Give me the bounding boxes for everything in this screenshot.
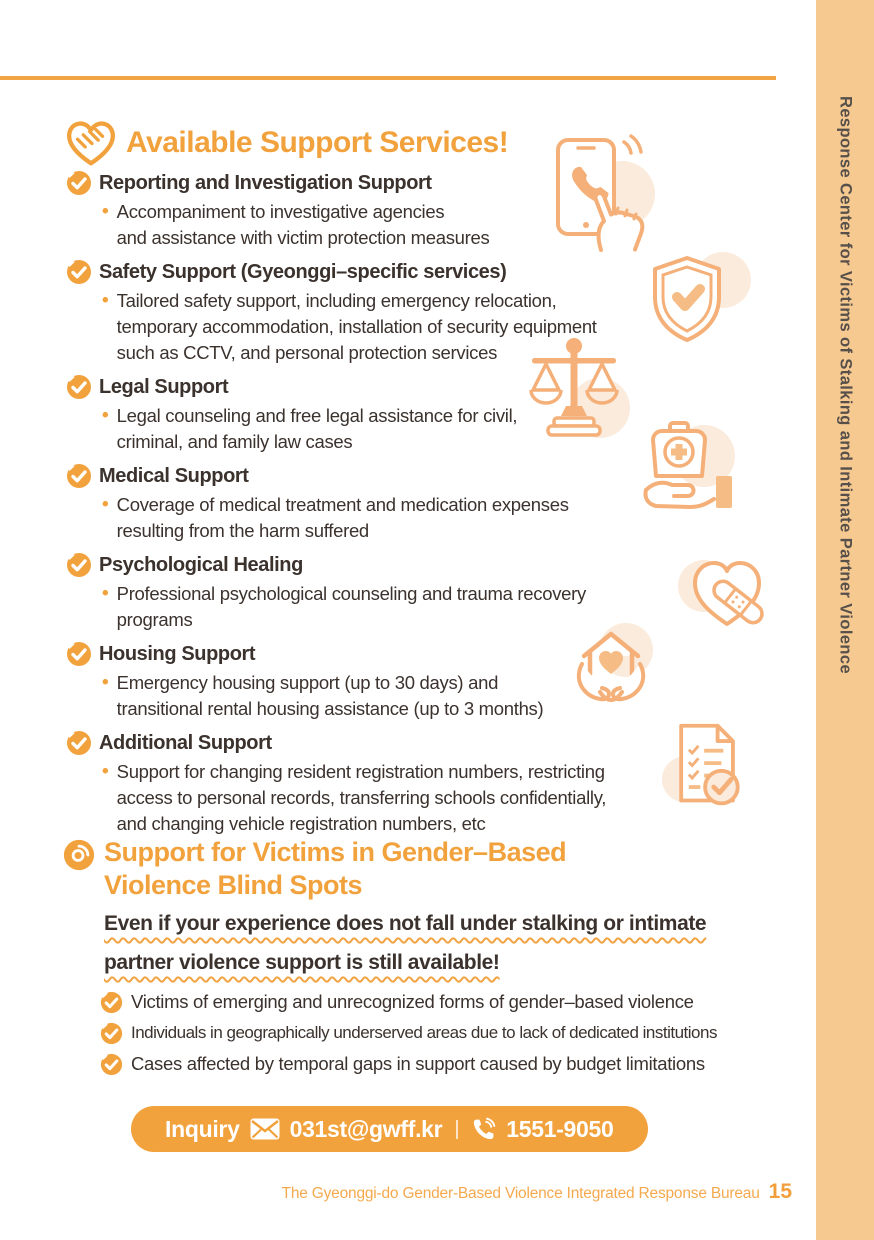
list-item	[100, 1052, 780, 1076]
inquiry-label: Inquiry	[165, 1115, 240, 1142]
first-aid-kit-icon	[632, 418, 736, 518]
footer-bureau-name: The Gyeonggi-do Gender-Based Violence Integrated Response Bureau	[281, 1185, 760, 1202]
service-line: Tailored safety support, including emergency relocation,	[116, 290, 557, 311]
check-badge-icon	[100, 991, 123, 1014]
service-line: access to personal records, transferring schools confidentially,	[116, 787, 607, 808]
side-tab	[816, 0, 874, 1240]
page-title: Available Support Services!	[126, 126, 509, 159]
phone-icon	[471, 1117, 496, 1142]
envelope-icon	[250, 1118, 280, 1141]
check-badge-icon	[66, 552, 92, 578]
list-item-text: Victims of emerging and unrecognized forms of gender–based violence	[131, 991, 694, 1012]
service-line: Support for changing resident registration numbers, restricting	[116, 761, 605, 782]
handshake-heart-icon	[64, 118, 118, 168]
bullet-dot: •	[102, 201, 109, 222]
service-heading: Medical Support	[99, 465, 249, 487]
blind-spots-title-line1: Support for Victims in Gender–Based	[104, 837, 567, 867]
check-badge-icon	[66, 374, 92, 400]
inquiry-phone-number[interactable]: 1551-9050	[506, 1115, 614, 1142]
bullet-dot: •	[102, 761, 109, 782]
bullet-dot: •	[102, 672, 109, 693]
blind-spots-list	[100, 990, 780, 1083]
house-heart-hands-icon	[562, 612, 660, 708]
blind-spots-heading-row	[62, 836, 566, 902]
service-line: temporary accommodation, installation of security equipment	[116, 316, 597, 337]
side-tab-label: Response Center for Victims of Stalking and Intimate Partner Violence	[836, 96, 855, 675]
justice-scales-icon	[524, 336, 630, 440]
service-heading: Legal Support	[99, 376, 229, 398]
check-badge-icon	[66, 641, 92, 667]
service-line: transitional rental housing assistance (up to 3 months)	[116, 698, 544, 719]
list-item-text: Cases affected by temporal gaps in support caused by budget limitations	[131, 1053, 705, 1074]
top-divider-rule	[0, 76, 776, 80]
check-badge-icon	[66, 730, 92, 756]
service-section-additional	[66, 730, 666, 837]
inquiry-divider: |	[454, 1117, 460, 1140]
check-badge-icon	[100, 1022, 123, 1045]
blind-spots-title-line2: Violence Blind Spots	[104, 870, 363, 900]
page-footer	[0, 1180, 792, 1204]
service-line: Professional psychological counseling and trauma recovery programs	[116, 583, 586, 630]
bullet-dot: •	[102, 290, 109, 311]
service-line: Emergency housing support (up to 30 days) and	[116, 672, 499, 693]
service-line: and changing vehicle registration numbers, etc	[116, 813, 486, 834]
emphasis-statement	[104, 904, 764, 982]
bullet-dot: •	[102, 583, 109, 604]
check-badge-icon	[66, 170, 92, 196]
swirl-circle-icon	[62, 838, 96, 872]
service-line: criminal, and family law cases	[116, 431, 353, 452]
list-item	[100, 1021, 780, 1045]
check-badge-icon	[100, 1053, 123, 1076]
service-heading: Additional Support	[99, 732, 272, 754]
service-heading: Reporting and Investigation Support	[99, 172, 432, 194]
blind-spots-title	[104, 836, 566, 902]
emphasis-line2: partner violence support is still available!	[104, 951, 500, 974]
inquiry-email[interactable]: 031st@gwff.kr	[289, 1115, 443, 1142]
page-title-row	[64, 118, 508, 168]
service-section-medical	[66, 463, 666, 544]
list-item	[100, 990, 780, 1014]
inquiry-contact-button[interactable]	[131, 1106, 648, 1152]
service-line: such as CCTV, and personal protection services	[116, 342, 498, 363]
services-list	[66, 170, 666, 845]
service-line: Accompaniment to investigative agencies	[116, 201, 445, 222]
service-heading: Psychological Healing	[99, 554, 303, 576]
heart-bandage-icon	[678, 544, 776, 632]
service-line: Coverage of medical treatment and medication expenses	[116, 494, 569, 515]
list-item-text: Individuals in geographically underserved areas due to lack of dedicated institutions	[131, 1023, 717, 1042]
page-number: 15	[768, 1180, 792, 1203]
checklist-icon	[662, 720, 754, 812]
phone-call-icon	[548, 134, 660, 252]
bullet-dot: •	[102, 494, 109, 515]
shield-check-icon	[645, 252, 753, 346]
service-line: Legal counseling and free legal assistance for civil,	[116, 405, 518, 426]
bullet-dot: •	[102, 405, 109, 426]
service-heading: Safety Support (Gyeonggi–specific services)	[99, 261, 507, 283]
service-line: resulting from the harm suffered	[116, 520, 369, 541]
check-badge-icon	[66, 463, 92, 489]
emphasis-line1: Even if your experience does not fall under stalking or intimate	[104, 912, 707, 935]
service-heading: Housing Support	[99, 643, 256, 665]
service-line: and assistance with victim protection measures	[116, 227, 490, 248]
check-badge-icon	[66, 259, 92, 285]
